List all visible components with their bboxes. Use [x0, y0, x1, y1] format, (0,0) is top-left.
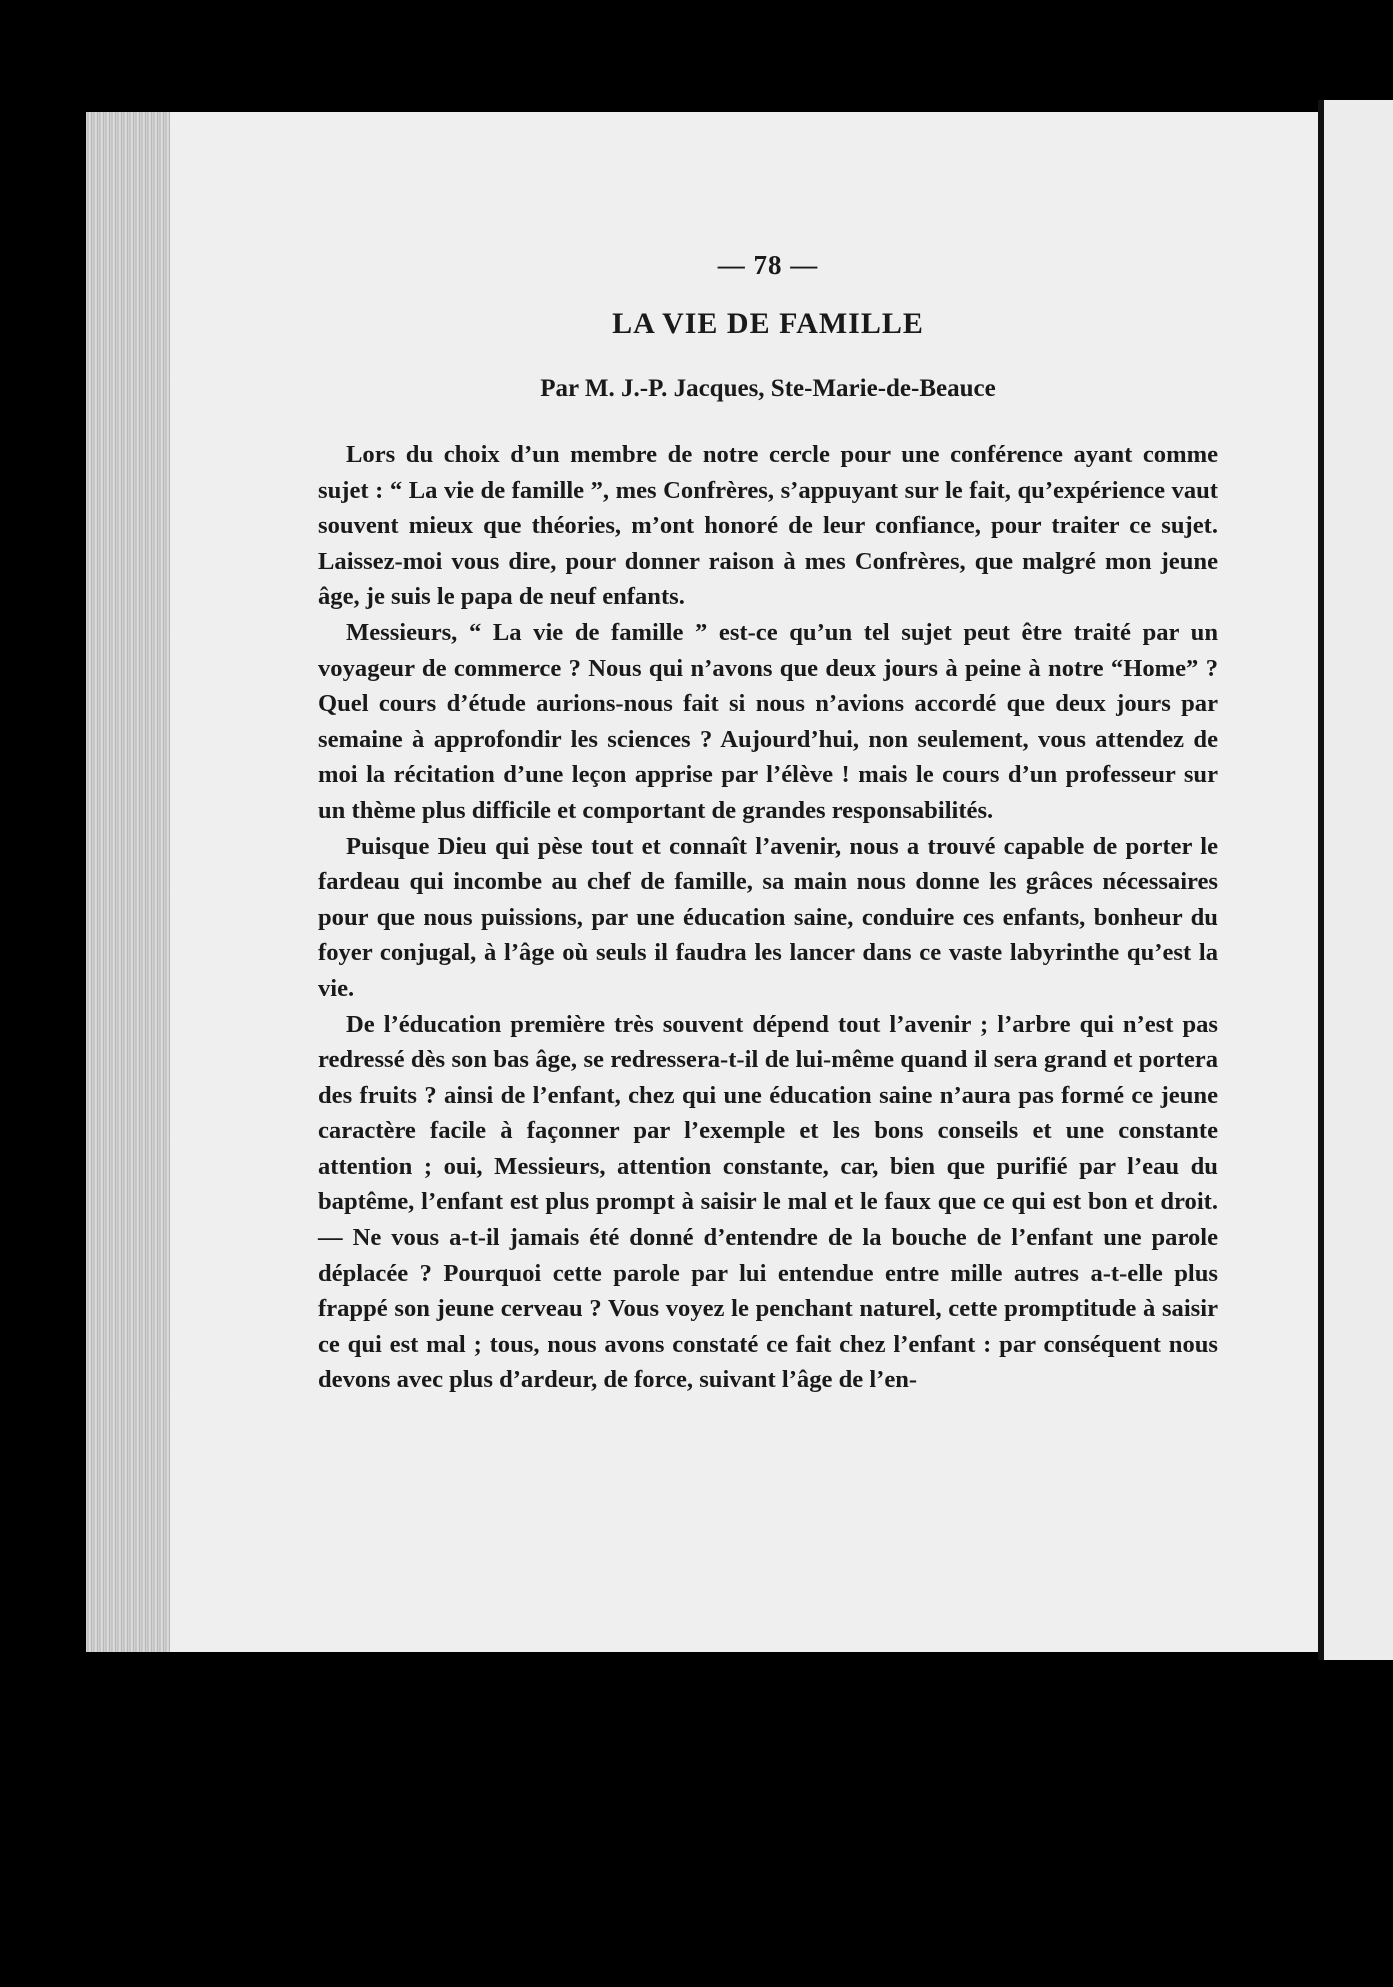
- page-title: LA VIE DE FAMILLE: [612, 307, 924, 340]
- author-byline: Par M. J.-P. Jacques, Ste-Marie-de-Beauce: [540, 375, 996, 402]
- paragraph: Puisque Dieu qui pèse tout et connaît l’avenir, nous a trouvé capable de porter le fardeau qui incombe au chef de famille, sa main nous donne les grâces nécessaires pour que nous puissions, par une éducation saine, conduire ces enfants, bonheur du foyer conjugal, à l’âge où seuls il faudra les lancer dans ce vaste labyrinthe qu’est la vie.: [318, 832, 1218, 1002]
- paragraph: Lors du choix d’un membre de notre cercle pour une conférence ayant comme sujet : “ La vie de famille ”, mes Confrères, s’appuyant sur le fait, qu’expérience vaut souvent mieux que théories, m’ont honoré de leur confiance, pour traiter ce sujet. Laissez-moi vous dire, pour donner raison à mes Confrères, que malgré mon jeune âge, je suis le papa de neuf enfants.: [318, 441, 1218, 611]
- facing-page-edge: [1324, 100, 1393, 1660]
- paragraph: Messieurs, “ La vie de famille ” est-ce qu’un tel sujet peut être traité par un voyageur de commerce ? Nous qui n’avons que deux jours à peine à notre “Home” ? Quel cours d’étude aurions-nous fait si nous n’avions accordé que deux jours par semaine à approfondir les sciences ? Aujourd’hui, non seulement, vous attendez de moi la récitation d’une leçon apprise par l’élève ! mais le cours d’un professeur sur un thème plus difficile et comportant de grandes responsabilités.: [318, 618, 1218, 824]
- page-content: [318, 250, 1218, 1398]
- page-edge-stack: [86, 112, 174, 1652]
- page-number: — 78 —: [717, 250, 819, 280]
- paragraph: De l’éducation première très souvent dépend tout l’avenir ; l’arbre qui n’est pas redressé dès son bas âge, se redressera-t-il de lui-même quand il sera grand et portera des fruits ? ainsi de l’enfant, chez qui une éducation saine n’aura pas formé ce jeune caractère facile à façonner par l’exemple et les bons conseils et une constante attention ; oui, Messieurs, attention constante, car, bien que purifié par l’eau du baptême, l’enfant est plus prompt à saisir le mal et le faux que ce qui est bon et droit.— Ne vous a-t-il jamais été donné d’entendre de la bouche de l’enfant une parole déplacée ? Pourquoi cette parole par lui entendue entre mille autres a-t-elle plus frappé son jeune cerveau ? Vous voyez le penchant naturel, cette promptitude à saisir ce qui est mal ; tous, nous avons constaté ce fait chez l’enfant : par conséquent nous devons avec plus d’ardeur, de force, suivant l’âge de l’en-: [318, 1010, 1218, 1394]
